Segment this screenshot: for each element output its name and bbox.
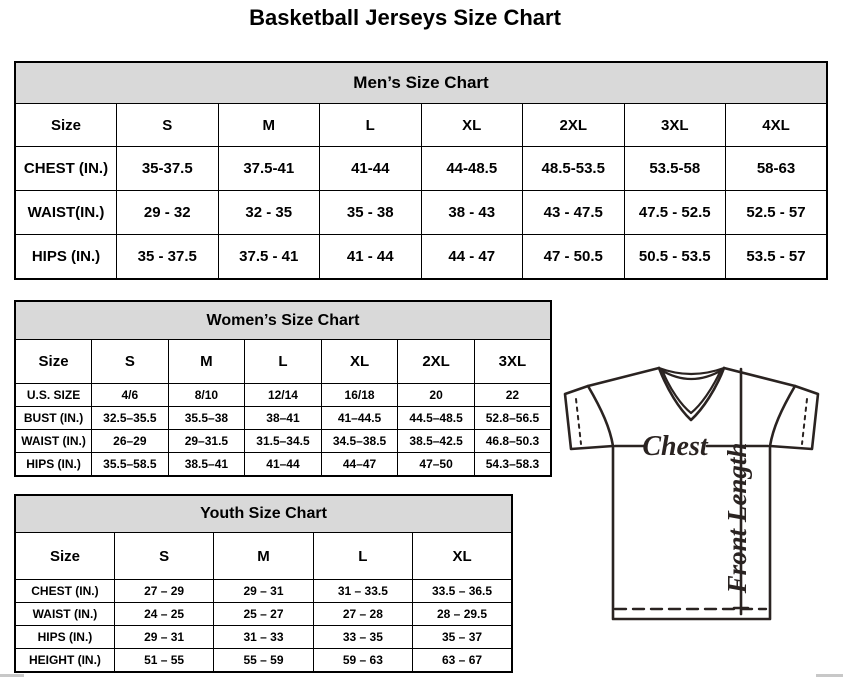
youth-column-header: M [214, 533, 313, 580]
women-cell: 12/14 [245, 384, 322, 407]
women-cell: 38–41 [245, 407, 322, 430]
men-column-header: Size [15, 104, 117, 147]
women-cell: 44–47 [321, 453, 398, 477]
men-cell: 44 - 47 [421, 235, 523, 280]
youth-cell: 29 – 31 [214, 580, 313, 603]
youth-cell: 29 – 31 [114, 626, 213, 649]
youth-row-label: HIPS (IN.) [15, 626, 114, 649]
youth-column-header: Size [15, 533, 114, 580]
jersey-measurement-diagram [560, 356, 840, 632]
women-cell: 20 [398, 384, 475, 407]
youth-cell: 35 – 37 [413, 626, 512, 649]
women-cell: 29–31.5 [168, 430, 245, 453]
youth-cell: 31 – 33.5 [313, 580, 412, 603]
men-table-title: Men’s Size Chart [15, 62, 827, 104]
youth-cell: 33.5 – 36.5 [413, 580, 512, 603]
men-cell: 50.5 - 53.5 [624, 235, 726, 280]
men-cell: 48.5-53.5 [523, 147, 625, 191]
sleeve-cuff-dashed-line [802, 399, 807, 444]
women-cell: 16/18 [321, 384, 398, 407]
youth-size-table [14, 494, 513, 673]
women-cell: 8/10 [168, 384, 245, 407]
men-cell: 35-37.5 [117, 147, 219, 191]
horizontal-scrollbar-fragment[interactable] [0, 674, 24, 677]
men-column-header: 3XL [624, 104, 726, 147]
men-cell: 41 - 44 [320, 235, 422, 280]
men-cell: 38 - 43 [421, 191, 523, 235]
men-cell: 43 - 47.5 [523, 191, 625, 235]
women-row-label: WAIST (IN.) [15, 430, 92, 453]
men-column-header: 4XL [726, 104, 828, 147]
women-cell: 52.8–56.5 [474, 407, 551, 430]
youth-row-label: HEIGHT (IN.) [15, 649, 114, 673]
youth-cell: 24 – 25 [114, 603, 213, 626]
men-cell: 37.5 - 41 [218, 235, 320, 280]
women-row-label: U.S. SIZE [15, 384, 92, 407]
women-cell: 34.5–38.5 [321, 430, 398, 453]
women-column-header: 3XL [474, 340, 551, 384]
youth-column-header: S [114, 533, 213, 580]
mens-size-table [14, 61, 828, 280]
men-cell: 52.5 - 57 [726, 191, 828, 235]
youth-row-label: CHEST (IN.) [15, 580, 114, 603]
women-column-header: M [168, 340, 245, 384]
youth-column-header: L [313, 533, 412, 580]
women-cell: 31.5–34.5 [245, 430, 322, 453]
women-cell: 41–44 [245, 453, 322, 477]
men-cell: 47.5 - 52.5 [624, 191, 726, 235]
men-column-header: S [117, 104, 219, 147]
women-cell: 4/6 [92, 384, 169, 407]
men-cell: 53.5-58 [624, 147, 726, 191]
women-column-header: L [245, 340, 322, 384]
men-column-header: 2XL [523, 104, 625, 147]
men-cell: 58-63 [726, 147, 828, 191]
youth-cell: 55 – 59 [214, 649, 313, 673]
youth-cell: 31 – 33 [214, 626, 313, 649]
men-cell: 53.5 - 57 [726, 235, 828, 280]
men-row-label: CHEST (IN.) [15, 147, 117, 191]
men-cell: 35 - 38 [320, 191, 422, 235]
women-column-header: S [92, 340, 169, 384]
women-table-title: Women’s Size Chart [15, 301, 551, 340]
youth-cell: 25 – 27 [214, 603, 313, 626]
men-column-header: L [320, 104, 422, 147]
men-row-label: HIPS (IN.) [15, 235, 117, 280]
youth-cell: 27 – 28 [313, 603, 412, 626]
youth-column-header: XL [413, 533, 512, 580]
women-cell: 32.5–35.5 [92, 407, 169, 430]
youth-table-title: Youth Size Chart [15, 495, 512, 533]
women-row-label: HIPS (IN.) [15, 453, 92, 477]
men-cell: 44-48.5 [421, 147, 523, 191]
page-title: Basketball Jerseys Size Chart [249, 5, 561, 30]
women-cell: 22 [474, 384, 551, 407]
women-cell: 54.3–58.3 [474, 453, 551, 477]
chest-label: Chest [642, 431, 708, 462]
sleeve-cuff-dashed-line [576, 399, 581, 444]
women-cell: 35.5–38 [168, 407, 245, 430]
women-cell: 46.8–50.3 [474, 430, 551, 453]
women-cell: 41–44.5 [321, 407, 398, 430]
women-column-header: Size [15, 340, 92, 384]
women-cell: 38.5–41 [168, 453, 245, 477]
youth-cell: 51 – 55 [114, 649, 213, 673]
youth-cell: 27 – 29 [114, 580, 213, 603]
men-cell: 47 - 50.5 [523, 235, 625, 280]
men-cell: 32 - 35 [218, 191, 320, 235]
youth-cell: 28 – 29.5 [413, 603, 512, 626]
womens-size-table [14, 300, 552, 477]
women-cell: 38.5–42.5 [398, 430, 475, 453]
women-cell: 47–50 [398, 453, 475, 477]
women-cell: 35.5–58.5 [92, 453, 169, 477]
women-column-header: 2XL [398, 340, 475, 384]
women-column-header: XL [321, 340, 398, 384]
men-row-label: WAIST(IN.) [15, 191, 117, 235]
men-cell: 41-44 [320, 147, 422, 191]
front-length-label: Front Length [722, 442, 752, 594]
men-cell: 37.5-41 [218, 147, 320, 191]
women-cell: 44.5–48.5 [398, 407, 475, 430]
youth-row-label: WAIST (IN.) [15, 603, 114, 626]
horizontal-scrollbar-fragment[interactable] [816, 674, 843, 677]
men-column-header: M [218, 104, 320, 147]
youth-cell: 59 – 63 [313, 649, 412, 673]
men-cell: 35 - 37.5 [117, 235, 219, 280]
men-cell: 29 - 32 [117, 191, 219, 235]
women-row-label: BUST (IN.) [15, 407, 92, 430]
women-cell: 26–29 [92, 430, 169, 453]
youth-cell: 63 – 67 [413, 649, 512, 673]
youth-cell: 33 – 35 [313, 626, 412, 649]
men-column-header: XL [421, 104, 523, 147]
